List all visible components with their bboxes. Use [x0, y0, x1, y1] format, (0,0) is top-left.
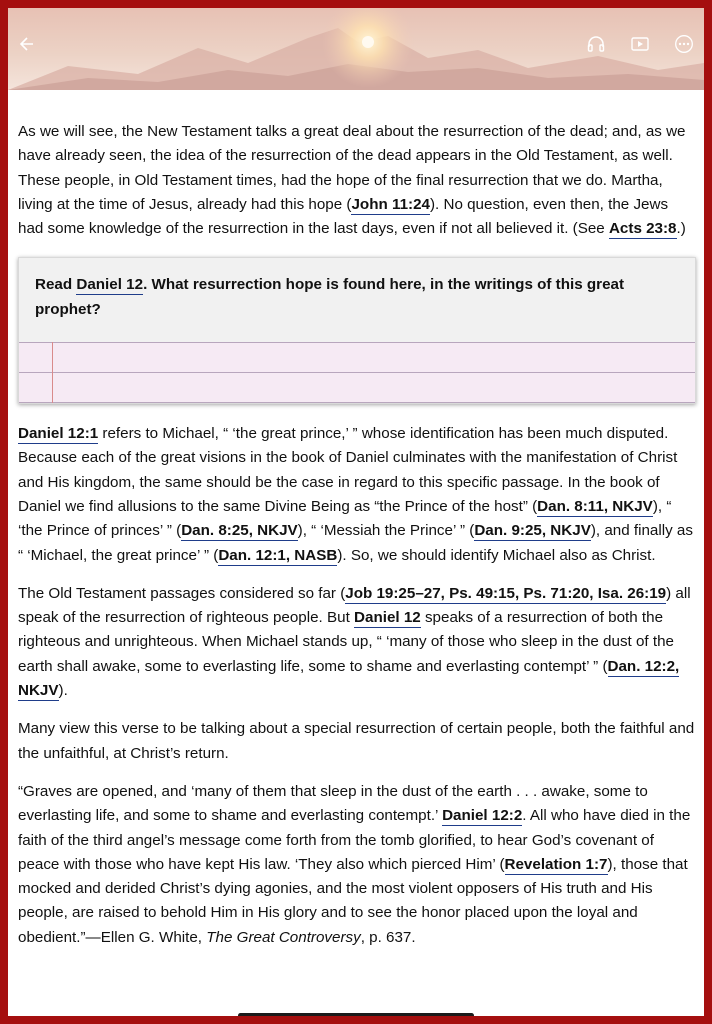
text: , p. 637.: [360, 928, 416, 946]
book-title: The Great Controversy: [206, 928, 361, 946]
text: As we will see, the New Testament talks a great deal about the resurrection of the dead; and, as we have already seen, the idea of the resurrection of the dead appears in the Old Testament, as well. These people, in Old Testament times, had the hope of the final resurrection that we do. Martha, living at the time of Jesus, already had this hope (: [18, 123, 686, 213]
text: The Old Testament passages considered so far (: [18, 584, 346, 602]
text: ), those that mocked and derided Christ’s dying agonies, and the most violent opposers of His truth and His people, are raised to behold Him in His glory and to see the honor placed upon the loyal and obedient.”—Ellen G. White,: [18, 855, 688, 946]
text: ). So, we should identify Michael also as Christ.: [337, 546, 656, 564]
home-indicator[interactable]: [238, 1013, 474, 1016]
text: “Graves are opened, and ‘many of them that sleep in the dust of the earth . . . awake, some to everlasting life, and some to shame and everlasting contempt.’: [18, 782, 648, 825]
bible-link[interactable]: Dan. 9:25, NKJV: [474, 522, 591, 540]
bible-link[interactable]: Job 19:25–27, Ps. 49:15, Ps. 71:20, Isa. 26:19: [345, 584, 667, 602]
bible-link[interactable]: Daniel 12:2: [442, 807, 523, 825]
text: speaks of a resurrection of both the righteous and unrighteous. When Michael stands up, “ ‘many of those who sleep in the dust of the earth shall awake, some to everlasting life, some to shame and everlasting contempt’ ” (: [18, 609, 674, 675]
reader-frame: [8, 8, 704, 1016]
back-button[interactable]: [16, 34, 36, 54]
text: ) all speak of the resurrection of righteous people. But: [18, 584, 691, 627]
study-question-box: [18, 257, 696, 404]
notes-margin-line: [52, 342, 53, 403]
bible-link[interactable]: Daniel 12: [354, 609, 421, 627]
text: ).: [58, 682, 68, 700]
video-icon: [630, 34, 650, 54]
more-button[interactable]: [674, 34, 694, 54]
text: ), “ ‘Messiah the Prince’ ” (: [297, 522, 475, 540]
headphones-icon: [586, 34, 606, 54]
text: ), and finally as “ ‘Michael, the great prince’ ” (: [18, 522, 693, 564]
bible-link[interactable]: John 11:24: [351, 195, 430, 213]
bible-link[interactable]: Dan. 12:2, NKJV: [18, 657, 680, 700]
paragraph-4: [18, 717, 696, 766]
study-question: [19, 258, 695, 342]
paragraph-5: [18, 780, 696, 950]
paragraph-1: [18, 120, 696, 241]
bible-link[interactable]: Dan. 8:25, NKJV: [181, 522, 298, 540]
answer-notes-field[interactable]: [19, 342, 695, 403]
header-banner: [8, 8, 704, 90]
text: Read: [35, 276, 77, 294]
text: ), “ ‘the Prince of princes’ ” (: [18, 497, 672, 540]
arrow-left-icon: [17, 35, 35, 53]
lesson-content: [18, 120, 696, 964]
bible-link[interactable]: Daniel 12:1: [18, 425, 99, 443]
text: .): [676, 220, 686, 238]
text: ). No question, even then, the Jews had some knowledge of the resurrection in the last days, even if not all believed it. (See: [18, 195, 669, 238]
text: Many view this verse to be talking about a special resurrection of certain people, both the faithful and the unfaithful, at Christ’s return.: [18, 720, 695, 762]
bible-link[interactable]: Dan. 8:11, NKJV: [537, 497, 653, 515]
paragraph-2: [18, 422, 696, 568]
more-icon: [674, 34, 694, 54]
bible-link[interactable]: Revelation 1:7: [504, 855, 608, 873]
video-button[interactable]: [630, 34, 650, 54]
text: . What resurrection hope is found here, in the writings of this great prophet?: [35, 276, 625, 318]
text: refers to Michael, “ ‘the great prince,’ ” whose identification has been much disputed. Because each of the great visions in the book of Daniel culminates with the manifestation of Christ and His kingdom, the same should be the case in regard to this specific passage. In the book of Daniel we find allusions to the same Divine Being as “the Prince of the host” (: [18, 425, 678, 515]
notes-line: [19, 372, 695, 403]
audio-button[interactable]: [586, 34, 606, 54]
bible-link[interactable]: Acts 23:8: [608, 220, 677, 238]
paragraph-3: [18, 582, 696, 703]
bible-link[interactable]: Dan. 12:1, NASB: [218, 546, 338, 564]
text: . All who have died in the faith of the third angel’s message come forth from the tomb glorified, to hear God’s covenant of peace with those who have kept His law. ‘They also which pierced Him’ (: [18, 807, 691, 873]
notes-line: [19, 342, 695, 372]
bible-link[interactable]: Daniel 12: [76, 276, 144, 294]
